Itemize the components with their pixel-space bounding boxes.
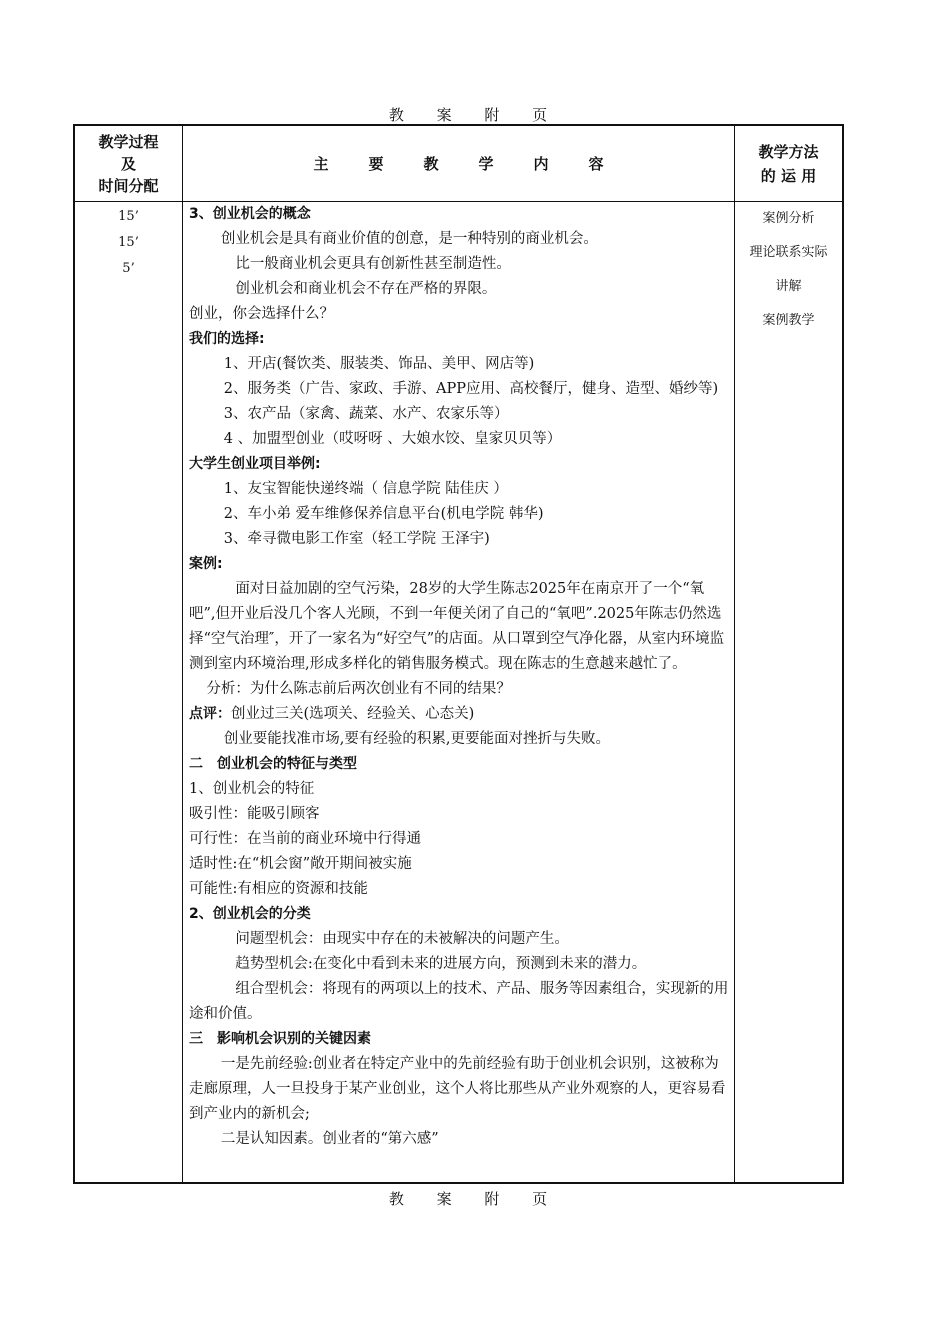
content-paragraph: 创业，你会选择什么？ <box>189 306 334 322</box>
header-left-line-3: 时间分配 <box>98 176 159 195</box>
content-paragraph: 2、车小弟 爱车维修保养信息平台(机电学院 韩华) <box>223 506 544 522</box>
header-right-line-2: 的 运 用 <box>760 166 817 185</box>
time-entry: 5’ <box>122 261 135 276</box>
page-header-title: 教 案 附 页 <box>388 106 562 124</box>
header-left-line-2: 及 <box>120 154 136 173</box>
content-paragraph: 创业机会和商业机会不存在严格的界限。 <box>235 281 497 297</box>
time-entry: 15’ <box>118 235 139 250</box>
time-entry: 15’ <box>118 209 139 224</box>
content-paragraph: 4 、加盟型创业（哎呀呀 、大娘水饺、皇家贝贝等） <box>223 431 562 447</box>
content-paragraph: 吸引性：能吸引顾客 <box>189 806 320 822</box>
content-paragraph: 二是认知因素。创业者的“第六感” <box>220 1131 439 1147</box>
content-paragraph: 3、农产品（家禽、蔬菜、水产、农家乐等） <box>223 406 509 422</box>
method-entry: 理论联系实际 <box>749 245 828 260</box>
content-paragraph: 大学生创业项目举例: <box>189 456 321 472</box>
teaching-method-column <box>735 202 842 338</box>
content-paragraph: 可能性:有相应的资源和技能 <box>189 881 368 897</box>
content-paragraph: 3、牵寻微电影工作室（轻工学院 王泽宇) <box>223 531 490 547</box>
content-paragraph: 我们的选择: <box>189 331 265 347</box>
content-paragraph: 案例: <box>189 556 223 572</box>
content-paragraph: 1、创业机会的特征 <box>189 781 315 797</box>
header-right-line-1: 教学方法 <box>758 142 819 161</box>
content-paragraph: 面对日益加剧的空气污染，28岁的大学生陈志2025年在南京开了一个“氧吧”,但开业后没几个客人光顾，不到一年便关闭了自己的“氧吧”.2025年陈志仍然选择“空气治理″，开了一家名为“好空气”的店面。从口罩到空气净化器，从室内环境监测到室内环境治理,形成多样化的销售服务模式。现在陈志的生意越来越忙了。 <box>189 581 725 672</box>
header-teaching-method <box>735 126 842 201</box>
content-paragraph: 2、服务类（广告、家政、手游、APP应用、高校餐厅，健身、造型、婚纱等) <box>223 381 719 397</box>
header-main-content: 主要教学内容 <box>313 155 644 173</box>
content-paragraph: 创业机会是具有商业价值的创意，是一种特别的商业机会。 <box>220 231 598 247</box>
column-divider-left <box>182 126 183 1182</box>
content-paragraph: 问题型机会：由现实中存在的未被解决的问题产生。 <box>235 931 569 947</box>
content-paragraph: 组合型机会：将现有的两项以上的技术、产品、服务等因素组合，实现新的用途和价值。 <box>189 981 729 1022</box>
content-paragraph: 创业要能找准市场,要有经验的积累,更要能面对挫折与失败。 <box>223 731 611 747</box>
content-paragraph: 可行性：在当前的商业环境中行得通 <box>189 831 421 847</box>
content-paragraph: 1、开店(餐饮类、服装类、饰品、美甲、网店等) <box>223 356 535 372</box>
content-paragraph: 二 创业机会的特征与类型 <box>189 756 357 772</box>
content-paragraph: 分析：为什么陈志前后两次创业有不同的结果？ <box>206 681 511 697</box>
content-paragraph: 适时性:在“机会窗”敞开期间被实施 <box>189 856 412 872</box>
method-entry: 案例教学 <box>762 313 815 328</box>
header-teaching-process <box>75 126 182 201</box>
header-left-line-1: 教学过程 <box>98 132 159 151</box>
time-allocation-column <box>75 204 182 282</box>
content-paragraph: 一是先前经验:创业者在特定产业中的先前经验有助于创业机会识别，这被称为走廊原理，人一旦投身于某产业创业，这个人将比那些从产业外观察的人，更容易看到产业内的新机会; <box>189 1056 726 1122</box>
method-entry: 讲解 <box>775 279 802 294</box>
content-paragraph: 点评：创业过三关(选项关、经验关、心态关) <box>189 706 475 722</box>
main-content-column <box>189 202 729 1152</box>
content-paragraph: 2、创业机会的分类 <box>189 906 311 922</box>
content-paragraph: 3、创业机会的概念 <box>189 206 311 222</box>
page-footer-title: 教 案 附 页 <box>388 1190 562 1208</box>
lesson-plan-table <box>73 124 844 1184</box>
content-paragraph: 趋势型机会:在变化中看到未来的进展方向，预测到未来的潜力。 <box>235 956 647 972</box>
content-paragraph: 比一般商业机会更具有创新性甚至制造性。 <box>235 256 511 272</box>
content-paragraph: 三 影响机会识别的关键因素 <box>189 1031 371 1047</box>
method-entry: 案例分析 <box>762 211 815 226</box>
content-paragraph: 1、友宝智能快递终端（ 信息学院 陆佳庆 ） <box>223 481 508 497</box>
